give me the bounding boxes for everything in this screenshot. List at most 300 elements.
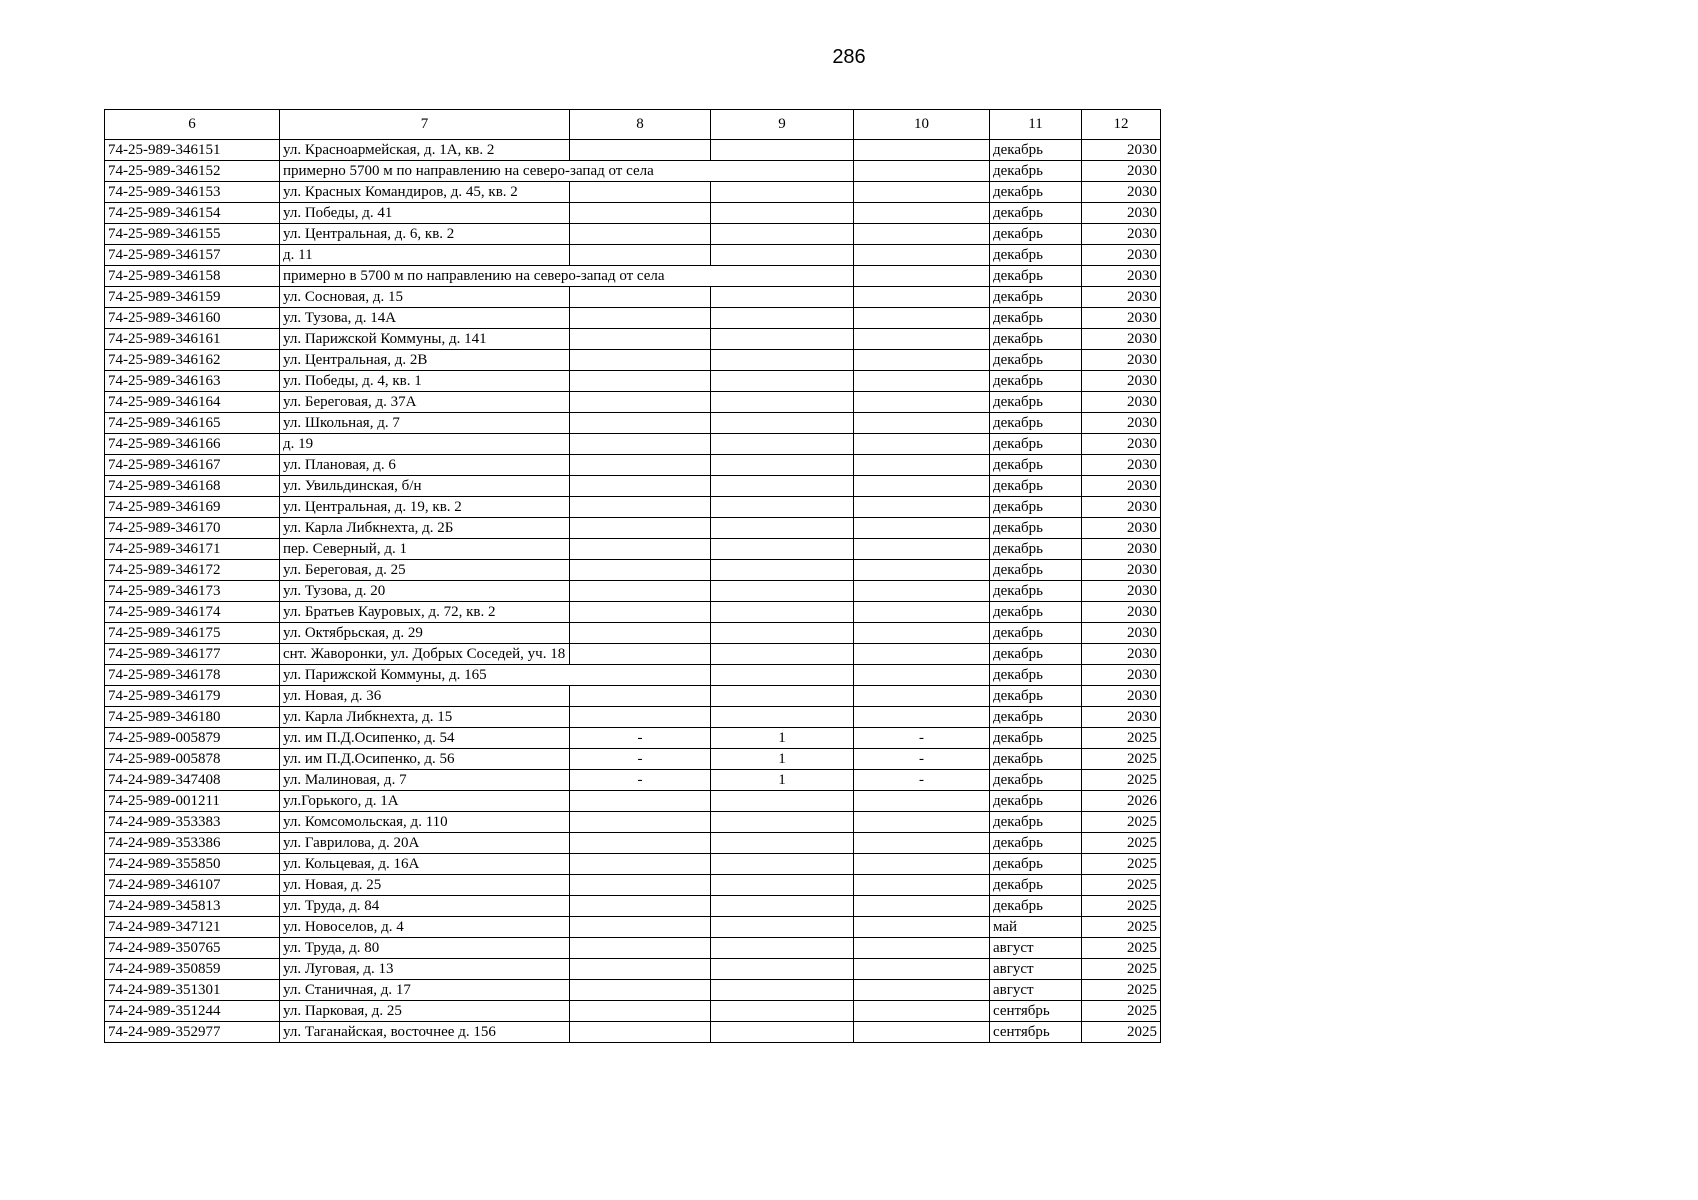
- cadastral-number-cell: 74-24-989-347408: [105, 770, 280, 791]
- column-9-cell: [711, 644, 854, 665]
- column-10-cell: [854, 497, 990, 518]
- column-8-cell: [570, 182, 711, 203]
- table-row: [105, 980, 1161, 1001]
- year-cell: 2030: [1082, 497, 1161, 518]
- column-10-cell: [854, 371, 990, 392]
- column-8-cell: -: [570, 728, 711, 749]
- column-9-cell: [711, 140, 854, 161]
- year-cell: 2025: [1082, 728, 1161, 749]
- column-9-cell: [711, 518, 854, 539]
- column-9-cell: [711, 413, 854, 434]
- column-9-cell: 1: [711, 749, 854, 770]
- month-cell: декабрь: [990, 413, 1082, 434]
- month-cell: декабрь: [990, 665, 1082, 686]
- address-cell: ул. Тузова, д. 20: [280, 581, 570, 602]
- address-cell: пер. Северный, д. 1: [280, 539, 570, 560]
- address-cell: ул. Комсомольская, д. 110: [280, 812, 570, 833]
- column-10-cell: [854, 350, 990, 371]
- month-cell: декабрь: [990, 581, 1082, 602]
- table-row: [105, 308, 1161, 329]
- year-cell: 2025: [1082, 749, 1161, 770]
- cadastral-number-cell: 74-24-989-346107: [105, 875, 280, 896]
- year-cell: 2025: [1082, 896, 1161, 917]
- year-cell: 2030: [1082, 539, 1161, 560]
- column-10-cell: [854, 581, 990, 602]
- table-row: [105, 875, 1161, 896]
- column-9-cell: [711, 791, 854, 812]
- address-cell: ул. Луговая, д. 13: [280, 959, 570, 980]
- table-row: [105, 728, 1161, 749]
- cadastral-number-cell: 74-25-989-346174: [105, 602, 280, 623]
- year-cell: 2030: [1082, 308, 1161, 329]
- column-10-cell: [854, 1022, 990, 1043]
- column-10-cell: [854, 245, 990, 266]
- address-cell: ул. Сосновая, д. 15: [280, 287, 570, 308]
- year-cell: 2030: [1082, 350, 1161, 371]
- table-row: [105, 476, 1161, 497]
- table-row: [105, 959, 1161, 980]
- address-cell: ул. Береговая, д. 25: [280, 560, 570, 581]
- year-cell: 2030: [1082, 371, 1161, 392]
- address-cell: д. 11: [280, 245, 570, 266]
- year-cell: 2030: [1082, 392, 1161, 413]
- column-9-cell: [711, 476, 854, 497]
- column-10-cell: [854, 308, 990, 329]
- column-9-cell: [711, 1001, 854, 1022]
- column-10-cell: -: [854, 749, 990, 770]
- cadastral-number-cell: 74-25-989-346159: [105, 287, 280, 308]
- month-cell: декабрь: [990, 518, 1082, 539]
- column-10-cell: [854, 329, 990, 350]
- column-8-cell: [570, 896, 711, 917]
- column-8-cell: [570, 854, 711, 875]
- cadastral-number-cell: 74-25-989-346169: [105, 497, 280, 518]
- column-8-cell: [570, 812, 711, 833]
- table-row: [105, 266, 1161, 287]
- column-8-cell: [570, 203, 711, 224]
- table-row: [105, 686, 1161, 707]
- cadastral-number-cell: 74-24-989-353383: [105, 812, 280, 833]
- year-cell: 2025: [1082, 1022, 1161, 1043]
- year-cell: 2030: [1082, 140, 1161, 161]
- month-cell: декабрь: [990, 623, 1082, 644]
- column-9-cell: [711, 917, 854, 938]
- address-cell: ул.Горького, д. 1А: [280, 791, 570, 812]
- column-10-cell: [854, 791, 990, 812]
- address-cell: ул. Парковая, д. 25: [280, 1001, 570, 1022]
- column-8-cell: [570, 476, 711, 497]
- table-row: [105, 140, 1161, 161]
- month-cell: декабрь: [990, 245, 1082, 266]
- year-cell: 2030: [1082, 203, 1161, 224]
- address-cell: ул. Победы, д. 41: [280, 203, 570, 224]
- month-cell: август: [990, 980, 1082, 1001]
- month-cell: май: [990, 917, 1082, 938]
- cadastral-number-cell: 74-24-989-350859: [105, 959, 280, 980]
- table-row: [105, 560, 1161, 581]
- column-10-cell: [854, 980, 990, 1001]
- month-cell: декабрь: [990, 686, 1082, 707]
- cadastral-number-cell: 74-24-989-351301: [105, 980, 280, 1001]
- month-cell: декабрь: [990, 875, 1082, 896]
- address-cell: ул. Карла Либкнехта, д. 15: [280, 707, 570, 728]
- table-row: [105, 182, 1161, 203]
- column-8-cell: [570, 791, 711, 812]
- cadastral-number-cell: 74-25-989-346153: [105, 182, 280, 203]
- year-cell: 2030: [1082, 245, 1161, 266]
- column-9-cell: [711, 371, 854, 392]
- month-cell: декабрь: [990, 455, 1082, 476]
- address-cell: ул. Малиновая, д. 7: [280, 770, 570, 791]
- column-8-cell: [570, 581, 711, 602]
- month-cell: сентябрь: [990, 1001, 1082, 1022]
- column-10-cell: [854, 539, 990, 560]
- column-header-10: 10: [854, 110, 990, 140]
- month-cell: декабрь: [990, 266, 1082, 287]
- table-row: [105, 623, 1161, 644]
- month-cell: декабрь: [990, 539, 1082, 560]
- column-10-cell: [854, 644, 990, 665]
- year-cell: 2030: [1082, 476, 1161, 497]
- table-row: [105, 602, 1161, 623]
- address-cell: ул. Гаврилова, д. 20А: [280, 833, 570, 854]
- year-cell: 2030: [1082, 665, 1161, 686]
- column-8-cell: [570, 434, 711, 455]
- page-number: 286: [832, 46, 866, 68]
- month-cell: декабрь: [990, 329, 1082, 350]
- month-cell: декабрь: [990, 161, 1082, 182]
- column-10-cell: [854, 707, 990, 728]
- column-8-cell: [570, 875, 711, 896]
- column-8-cell: -: [570, 749, 711, 770]
- column-8-cell: [570, 917, 711, 938]
- column-10-cell: [854, 812, 990, 833]
- column-10-cell: [854, 266, 990, 287]
- column-9-cell: [711, 623, 854, 644]
- column-9-cell: [711, 245, 854, 266]
- column-9-cell: [711, 560, 854, 581]
- year-cell: 2030: [1082, 644, 1161, 665]
- column-9-cell: [711, 812, 854, 833]
- month-cell: декабрь: [990, 371, 1082, 392]
- month-cell: декабрь: [990, 497, 1082, 518]
- year-cell: 2025: [1082, 854, 1161, 875]
- column-10-cell: [854, 413, 990, 434]
- address-cell: ул. Труда, д. 84: [280, 896, 570, 917]
- year-cell: 2030: [1082, 623, 1161, 644]
- month-cell: декабрь: [990, 707, 1082, 728]
- column-10-cell: [854, 1001, 990, 1022]
- table-row: [105, 938, 1161, 959]
- address-cell: ул. Увильдинская, б/н: [280, 476, 570, 497]
- column-8-cell: [570, 518, 711, 539]
- column-10-cell: [854, 287, 990, 308]
- column-8-cell: [570, 140, 711, 161]
- table-body: [105, 140, 1161, 1043]
- column-9-cell: 1: [711, 728, 854, 749]
- column-9-cell: [711, 287, 854, 308]
- table-row: [105, 329, 1161, 350]
- column-9-cell: [711, 707, 854, 728]
- column-9-cell: [711, 1022, 854, 1043]
- month-cell: декабрь: [990, 350, 1082, 371]
- cadastral-number-cell: 74-24-989-352977: [105, 1022, 280, 1043]
- column-9-cell: [711, 434, 854, 455]
- column-10-cell: [854, 518, 990, 539]
- header-row: [105, 110, 1161, 140]
- cadastral-number-cell: 74-25-989-346166: [105, 434, 280, 455]
- month-cell: декабрь: [990, 308, 1082, 329]
- column-9-cell: [711, 308, 854, 329]
- cadastral-number-cell: 74-25-989-346163: [105, 371, 280, 392]
- address-cell: ул. Красноармейская, д. 1А, кв. 2: [280, 140, 570, 161]
- column-9-cell: [711, 602, 854, 623]
- column-8-cell: [570, 959, 711, 980]
- column-8-cell: [570, 1022, 711, 1043]
- cadastral-number-cell: 74-25-989-346171: [105, 539, 280, 560]
- column-9-cell: [711, 203, 854, 224]
- address-cell: ул. Станичная, д. 17: [280, 980, 570, 1001]
- column-9-cell: [711, 539, 854, 560]
- column-10-cell: [854, 875, 990, 896]
- cadastral-number-cell: 74-25-989-346164: [105, 392, 280, 413]
- cadastral-number-cell: 74-25-989-346173: [105, 581, 280, 602]
- column-8-cell: [570, 371, 711, 392]
- address-cell: снт. Жаворонки, ул. Добрых Соседей, уч. 18: [280, 644, 570, 665]
- cadastral-number-cell: 74-25-989-001211: [105, 791, 280, 812]
- table-row: [105, 203, 1161, 224]
- year-cell: 2026: [1082, 791, 1161, 812]
- column-9-cell: [711, 182, 854, 203]
- column-9-cell: [711, 959, 854, 980]
- address-cell: ул. Октябрьская, д. 29: [280, 623, 570, 644]
- year-cell: 2025: [1082, 833, 1161, 854]
- cadastral-number-cell: 74-25-989-346155: [105, 224, 280, 245]
- table-row: [105, 896, 1161, 917]
- column-10-cell: [854, 140, 990, 161]
- column-8-cell: [570, 644, 711, 665]
- column-9-cell: [711, 665, 854, 686]
- month-cell: декабрь: [990, 287, 1082, 308]
- column-9-cell: 1: [711, 770, 854, 791]
- table-row: [105, 224, 1161, 245]
- column-10-cell: [854, 938, 990, 959]
- month-cell: декабрь: [990, 476, 1082, 497]
- column-8-cell: [570, 308, 711, 329]
- cadastral-number-cell: 74-25-989-346170: [105, 518, 280, 539]
- year-cell: 2030: [1082, 434, 1161, 455]
- column-header-12: 12: [1082, 110, 1161, 140]
- year-cell: 2030: [1082, 224, 1161, 245]
- table-row: [105, 749, 1161, 770]
- cadastral-number-cell: 74-25-989-346175: [105, 623, 280, 644]
- month-cell: декабрь: [990, 392, 1082, 413]
- cadastral-number-cell: 74-25-989-005879: [105, 728, 280, 749]
- column-9-cell: [711, 455, 854, 476]
- cadastral-number-cell: 74-25-989-346151: [105, 140, 280, 161]
- column-header-7: 7: [280, 110, 570, 140]
- column-8-cell: [570, 392, 711, 413]
- month-cell: декабрь: [990, 224, 1082, 245]
- column-8-cell: [570, 623, 711, 644]
- column-10-cell: [854, 434, 990, 455]
- cadastral-number-cell: 74-25-989-346177: [105, 644, 280, 665]
- cadastral-number-cell: 74-24-989-353386: [105, 833, 280, 854]
- year-cell: 2025: [1082, 1001, 1161, 1022]
- month-cell: декабрь: [990, 770, 1082, 791]
- column-8-cell: [570, 560, 711, 581]
- cadastral-number-cell: 74-25-989-346178: [105, 665, 280, 686]
- month-cell: декабрь: [990, 560, 1082, 581]
- column-header-9: 9: [711, 110, 854, 140]
- column-header-8: 8: [570, 110, 711, 140]
- column-10-cell: [854, 476, 990, 497]
- address-cell: примерно 5700 м по направлению на северо-запад от села: [280, 161, 854, 182]
- table-row: [105, 392, 1161, 413]
- month-cell: декабрь: [990, 182, 1082, 203]
- cadastral-number-cell: 74-25-989-346152: [105, 161, 280, 182]
- table-row: [105, 1022, 1161, 1043]
- table-row: [105, 644, 1161, 665]
- column-8-cell: [570, 413, 711, 434]
- address-cell: ул. Парижской Коммуны, д. 165: [280, 665, 711, 686]
- year-cell: 2030: [1082, 329, 1161, 350]
- column-10-cell: [854, 602, 990, 623]
- column-8-cell: [570, 1001, 711, 1022]
- table-row: [105, 917, 1161, 938]
- year-cell: 2030: [1082, 686, 1161, 707]
- column-10-cell: -: [854, 728, 990, 749]
- table-row: [105, 581, 1161, 602]
- cadastral-number-cell: 74-25-989-346167: [105, 455, 280, 476]
- year-cell: 2030: [1082, 287, 1161, 308]
- table-row: [105, 707, 1161, 728]
- column-10-cell: [854, 182, 990, 203]
- year-cell: 2030: [1082, 581, 1161, 602]
- year-cell: 2030: [1082, 602, 1161, 623]
- cadastral-number-cell: 74-24-989-345813: [105, 896, 280, 917]
- table-row: [105, 434, 1161, 455]
- column-8-cell: [570, 602, 711, 623]
- column-9-cell: [711, 224, 854, 245]
- cadastral-number-cell: 74-25-989-346180: [105, 707, 280, 728]
- month-cell: декабрь: [990, 896, 1082, 917]
- month-cell: декабрь: [990, 749, 1082, 770]
- year-cell: 2025: [1082, 917, 1161, 938]
- year-cell: 2030: [1082, 560, 1161, 581]
- address-cell: ул. Школьная, д. 7: [280, 413, 570, 434]
- address-cell: ул. Центральная, д. 19, кв. 2: [280, 497, 570, 518]
- year-cell: 2025: [1082, 959, 1161, 980]
- month-cell: декабрь: [990, 602, 1082, 623]
- year-cell: 2025: [1082, 938, 1161, 959]
- column-9-cell: [711, 980, 854, 1001]
- address-cell: ул. Братьев Кауровых, д. 72, кв. 2: [280, 602, 570, 623]
- address-cell: ул. Центральная, д. 6, кв. 2: [280, 224, 570, 245]
- address-cell: ул. Новая, д. 25: [280, 875, 570, 896]
- cadastral-number-cell: 74-24-989-350765: [105, 938, 280, 959]
- column-8-cell: [570, 938, 711, 959]
- table-row: [105, 518, 1161, 539]
- table-row: [105, 287, 1161, 308]
- year-cell: 2030: [1082, 161, 1161, 182]
- month-cell: декабрь: [990, 791, 1082, 812]
- column-9-cell: [711, 350, 854, 371]
- column-9-cell: [711, 875, 854, 896]
- column-9-cell: [711, 896, 854, 917]
- month-cell: декабрь: [990, 833, 1082, 854]
- column-10-cell: [854, 854, 990, 875]
- column-10-cell: [854, 917, 990, 938]
- table-row: [105, 854, 1161, 875]
- table-row: [105, 455, 1161, 476]
- address-cell: ул. Красных Командиров, д. 45, кв. 2: [280, 182, 570, 203]
- column-9-cell: [711, 686, 854, 707]
- column-10-cell: [854, 623, 990, 644]
- cadastral-number-cell: 74-25-989-346157: [105, 245, 280, 266]
- table-row: [105, 812, 1161, 833]
- month-cell: август: [990, 938, 1082, 959]
- column-9-cell: [711, 833, 854, 854]
- month-cell: декабрь: [990, 434, 1082, 455]
- table-row: [105, 665, 1161, 686]
- address-cell: ул. Победы, д. 4, кв. 1: [280, 371, 570, 392]
- column-8-cell: [570, 833, 711, 854]
- cadastral-number-cell: 74-24-989-347121: [105, 917, 280, 938]
- address-cell: ул. Парижской Коммуны, д. 141: [280, 329, 570, 350]
- column-8-cell: -: [570, 770, 711, 791]
- address-cell: примерно в 5700 м по направлению на северо-запад от села: [280, 266, 854, 287]
- cadastral-number-cell: 74-25-989-346179: [105, 686, 280, 707]
- cadastral-number-cell: 74-24-989-355850: [105, 854, 280, 875]
- month-cell: декабрь: [990, 854, 1082, 875]
- cadastral-number-cell: 74-25-989-346160: [105, 308, 280, 329]
- year-cell: 2030: [1082, 182, 1161, 203]
- column-8-cell: [570, 980, 711, 1001]
- column-10-cell: [854, 224, 990, 245]
- column-header-11: 11: [990, 110, 1082, 140]
- year-cell: 2025: [1082, 980, 1161, 1001]
- column-10-cell: [854, 392, 990, 413]
- address-cell: ул. им П.Д.Осипенко, д. 54: [280, 728, 570, 749]
- year-cell: 2025: [1082, 770, 1161, 791]
- column-8-cell: [570, 686, 711, 707]
- column-10-cell: [854, 896, 990, 917]
- cadastral-number-cell: 74-25-989-346161: [105, 329, 280, 350]
- table-header: [105, 110, 1161, 140]
- cadastral-number-cell: 74-25-989-346154: [105, 203, 280, 224]
- address-cell: ул. Тузова, д. 14А: [280, 308, 570, 329]
- month-cell: август: [990, 959, 1082, 980]
- table-row: [105, 371, 1161, 392]
- table-row: [105, 497, 1161, 518]
- column-10-cell: -: [854, 770, 990, 791]
- month-cell: декабрь: [990, 140, 1082, 161]
- column-9-cell: [711, 392, 854, 413]
- cadastral-number-cell: 74-25-989-346168: [105, 476, 280, 497]
- column-8-cell: [570, 224, 711, 245]
- cadastral-number-cell: 74-24-989-351244: [105, 1001, 280, 1022]
- address-cell: ул. Новая, д. 36: [280, 686, 570, 707]
- column-8-cell: [570, 707, 711, 728]
- column-9-cell: [711, 854, 854, 875]
- year-cell: 2025: [1082, 875, 1161, 896]
- address-cell: ул. Новоселов, д. 4: [280, 917, 570, 938]
- table-row: [105, 350, 1161, 371]
- address-cell: д. 19: [280, 434, 570, 455]
- year-cell: 2025: [1082, 812, 1161, 833]
- table-row: [105, 770, 1161, 791]
